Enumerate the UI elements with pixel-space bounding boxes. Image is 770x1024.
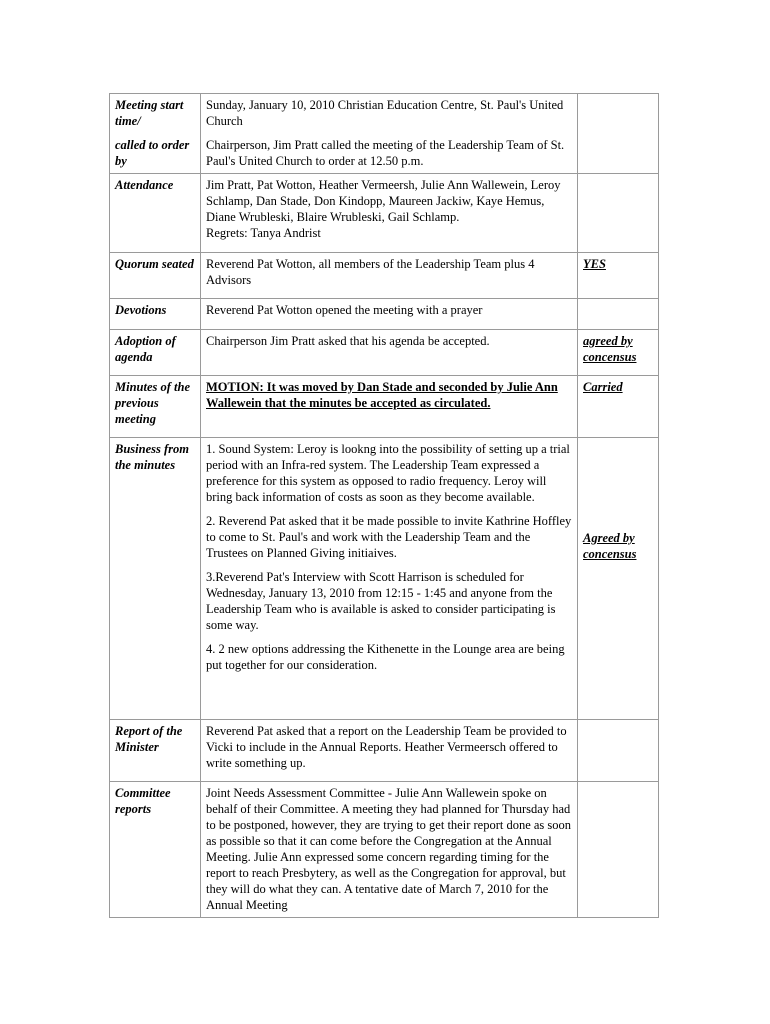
table-row [110, 782, 659, 918]
label-minutes-previous: Minutes of the previous meeting [115, 380, 191, 426]
row-label [110, 720, 201, 782]
row-label [110, 94, 201, 174]
committee-reports-text: Joint Needs Assessment Committee - Julie Ann Wallewein spoke on behalf of their Committee. A meeting they had planned for Thursday had to be postponed, however, they are trying to get their report done as soon as possible so that it can come before the Congregation at the Annual Meeting. Julie Ann expressed some concern regarding timing for the report to reach Presbytery, as well as the Congregation for approval, but they will do what they can. A tentative date of March 7, 2010 for the Annual Meeting [206, 786, 572, 912]
row-text [201, 720, 578, 782]
row-text [201, 782, 578, 918]
row-text [201, 376, 578, 438]
row-text [201, 330, 578, 376]
adoption-agenda-result: agreed by concensus [583, 334, 637, 364]
row-result [578, 720, 659, 782]
table-row [110, 94, 659, 174]
row-label [110, 438, 201, 720]
row-result [578, 438, 659, 720]
row-result [578, 174, 659, 253]
row-result [578, 253, 659, 299]
row-label [110, 174, 201, 253]
row-label [110, 330, 201, 376]
devotions-text: Reverend Pat Wotton opened the meeting with a prayer [206, 303, 483, 317]
row-result [578, 299, 659, 330]
row-text [201, 438, 578, 720]
called-to-order-text: Chairperson, Jim Pratt called the meeting of the Leadership Team of St. Paul's United Church to order at 12.50 p.m. [206, 138, 565, 168]
row-label [110, 376, 201, 438]
adoption-agenda-text: Chairperson Jim Pratt asked that his agenda be accepted. [206, 334, 490, 348]
report-minister-text: Reverend Pat asked that a report on the Leadership Team be provided to Vicki to include in the Annual Reports. Heather Vermeersch offered to write something up. [206, 724, 567, 770]
row-text [201, 253, 578, 299]
label-business-from-minutes: Business from the minutes [115, 442, 189, 472]
table-row [110, 299, 659, 330]
row-label [110, 299, 201, 330]
table-row [110, 253, 659, 299]
business-result: Agreed by concensus [583, 531, 637, 561]
table-row [110, 438, 659, 720]
table-row [110, 376, 659, 438]
label-attendance: Attendance [115, 178, 174, 192]
table-row [110, 720, 659, 782]
meeting-start-text: Sunday, January 10, 2010 Christian Education Centre, St. Paul's United Church [206, 98, 564, 128]
row-result [578, 376, 659, 438]
label-adoption-agenda: Adoption of agenda [115, 334, 176, 364]
table-row [110, 330, 659, 376]
business-item-1: 1. Sound System: Leroy is lookng into the possibility of setting up a trial period with an Infra-red system. The Leadership Team expressed a preference for this system as opposed to radio frequency. Leroy will bring back information of costs as soon as they become available. [206, 442, 570, 504]
label-meeting-start: Meeting start time/ [115, 98, 184, 128]
motion-result: Carried [583, 380, 623, 394]
row-label [110, 782, 201, 918]
quorum-result: YES [583, 257, 606, 271]
row-result [578, 94, 659, 174]
row-text [201, 94, 578, 174]
quorum-text: Reverend Pat Wotton, all members of the Leadership Team plus 4 Advisors [206, 257, 535, 287]
label-called-to-order: called to order by [115, 138, 190, 168]
row-text [201, 299, 578, 330]
motion-text: MOTION: It was moved by Dan Stade and seconded by Julie Ann Wallewein that the minutes be accepted as circulated. [206, 380, 558, 410]
table-row [110, 174, 659, 253]
row-result [578, 782, 659, 918]
regrets-text: Regrets: Tanya Andrist [206, 226, 321, 240]
business-item-3: 3.Reverend Pat's Interview with Scott Harrison is scheduled for Wednesday, January 13, 2010 from 12:15 - 1:45 and anyone from the Leadership Team who is available is asked to consider participating is some way. [206, 570, 556, 632]
business-item-2: 2. Reverend Pat asked that it be made possible to invite Kathrine Hoffley to come to St. Paul's and work with the Leadership Team and the Trustees on Planned Giving initiaives. [206, 514, 572, 560]
row-result [578, 330, 659, 376]
row-text [201, 174, 578, 253]
row-label [110, 253, 201, 299]
label-quorum: Quorum seated [115, 257, 194, 271]
minutes-table [109, 93, 659, 918]
label-report-minister: Report of the Minister [115, 724, 183, 754]
attendance-text: Jim Pratt, Pat Wotton, Heather Vermeersh, Julie Ann Wallewein, Leroy Schlamp, Dan Stade, Don Kindopp, Maureen Jackiw, Kaye Hemus, Diane Wrubleski, Blaire Wrubleski, Gail Schlamp. [206, 178, 561, 224]
label-committee-reports: Committee reports [115, 786, 171, 816]
label-devotions: Devotions [115, 303, 167, 317]
business-item-4: 4. 2 new options addressing the Kithenette in the Lounge area are being put together for our consideration. [206, 642, 565, 672]
